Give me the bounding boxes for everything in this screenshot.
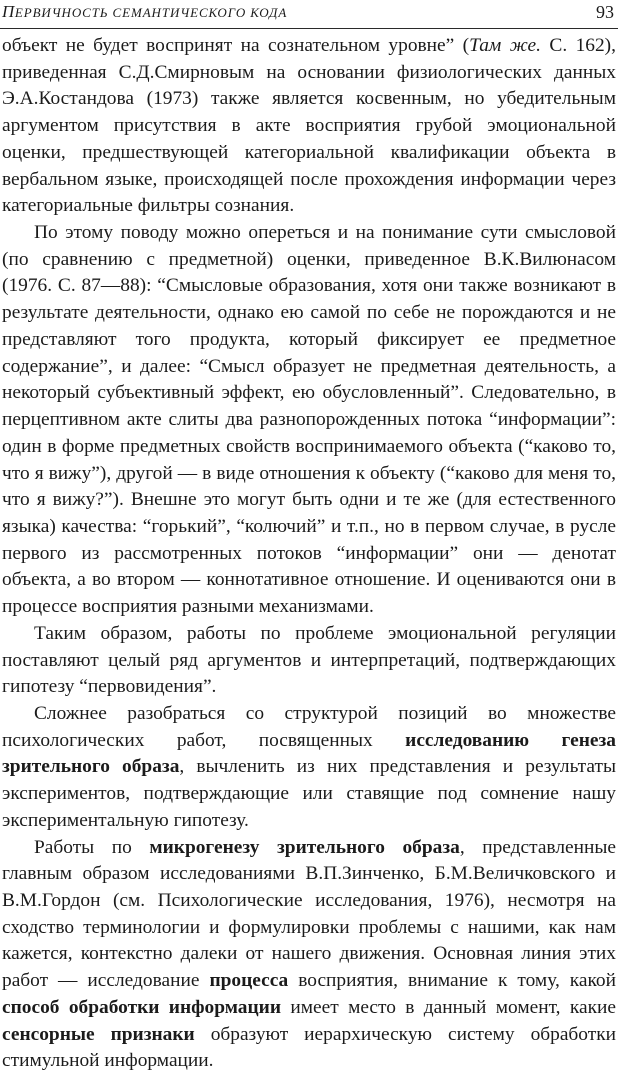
text-run: имеет место в данный момент, какие [281,996,616,1018]
text-run: восприятия, внимание к тому, какой [288,970,617,992]
bold-term: процесса [209,970,289,992]
text-run: Сложнее разобраться со структурой позиций во множестве психологических работ, посвященных [2,702,616,751]
bold-term: способ обработки информации [2,996,282,1018]
paragraph [2,621,616,701]
running-header [0,0,618,29]
bold-term: исследованию генеза зрительного образа [2,729,616,778]
page-number: 93 [596,2,614,22]
paragraph [2,33,616,220]
running-title-initial: П [2,2,15,21]
text-run: По этому поводу можно опереться и на понимание сути смысловой (по сравнению с предметной) оценки, приведенное В.К.Вилюнасом (1976. С. 87—88): “Смысловые образования, хотя они также возникают в результате деятельности, однако ею самой по себе не порождаются и не представляют того продукта, который фиксирует ее предметное содержание”, и далее: “Смысл образует не предметная деятельность, а некоторый субъективный эффект, ею обусловленный”. Следовательно, в перцептивном акте слиты два разнопорожденных потока “информации”: один в форме предметных свойств воспринимаемого объекта (“каково то, что я вижу”), другой — в виде отношения к объекту (“каково для меня то, что я вижу?”). Внешне это могут быть одни и те же (для естественного языка) качества: “горький”, “колючий” и т.п., но в первом случае, в русле первого из рассмотренных потоков “информации” они — денотат объекта, а во втором — коннотативное отношение. И оцениваются они в процессе восприятия разными механизмами. [2,222,616,618]
running-title-smallcaps: ЕРВИЧНОСТЬ СЕМАНТИЧЕСКОГО КОДА [14,5,288,20]
paragraph [2,835,616,1075]
bold-term: сенсорные признаки [2,1023,195,1045]
paragraph [2,220,616,621]
text-run: Таким образом, работы по проблеме эмоциональной регуляции поставляют целый ряд аргументов и интерпретаций, подтверждающих гипотезу “первовидения”. [2,622,616,698]
running-title [2,2,287,22]
text-run: образуют иерархическую систему обработки стимульной информации. [2,1023,617,1072]
text-run: Работы по [34,836,150,858]
text-run: объект не будет воспринят на сознательном уровне” ( [2,35,470,56]
text-run: С. 162), приведенная С.Д.Смирновым на основании физиологических данных Э.А.Костандова (1973) также является косвенным, но убедительным аргументом присутствия в акте восприятия грубой эмоциональной оценки, предшествующей категориальной квалификации объекта в вербальном языке, происходящей после прохождения информации через категориальные фильтры сознания. [2,35,616,217]
text-run: , вычленить из них представления и результаты экспериментов, подтверждающие или ставящие под сомнение нашу экспериментальную гипотезу. [2,756,616,831]
paragraph [2,701,616,835]
bold-term: микрогенезу зрительного образа [149,836,460,858]
text-run: , представленные главным образом исследованиями В.П.Зинченко, Б.М.Величковского и В.М.Гордон (см. Психологические исследования, 1976), несмотря на сходство терминологии и формулировки проблемы с нашими, как нам кажется, контекстно далеки от нашего движения. Основная линия этих работ — исследование [2,836,617,992]
italic-citation: Там же. [469,35,541,56]
body-text [2,33,616,1075]
